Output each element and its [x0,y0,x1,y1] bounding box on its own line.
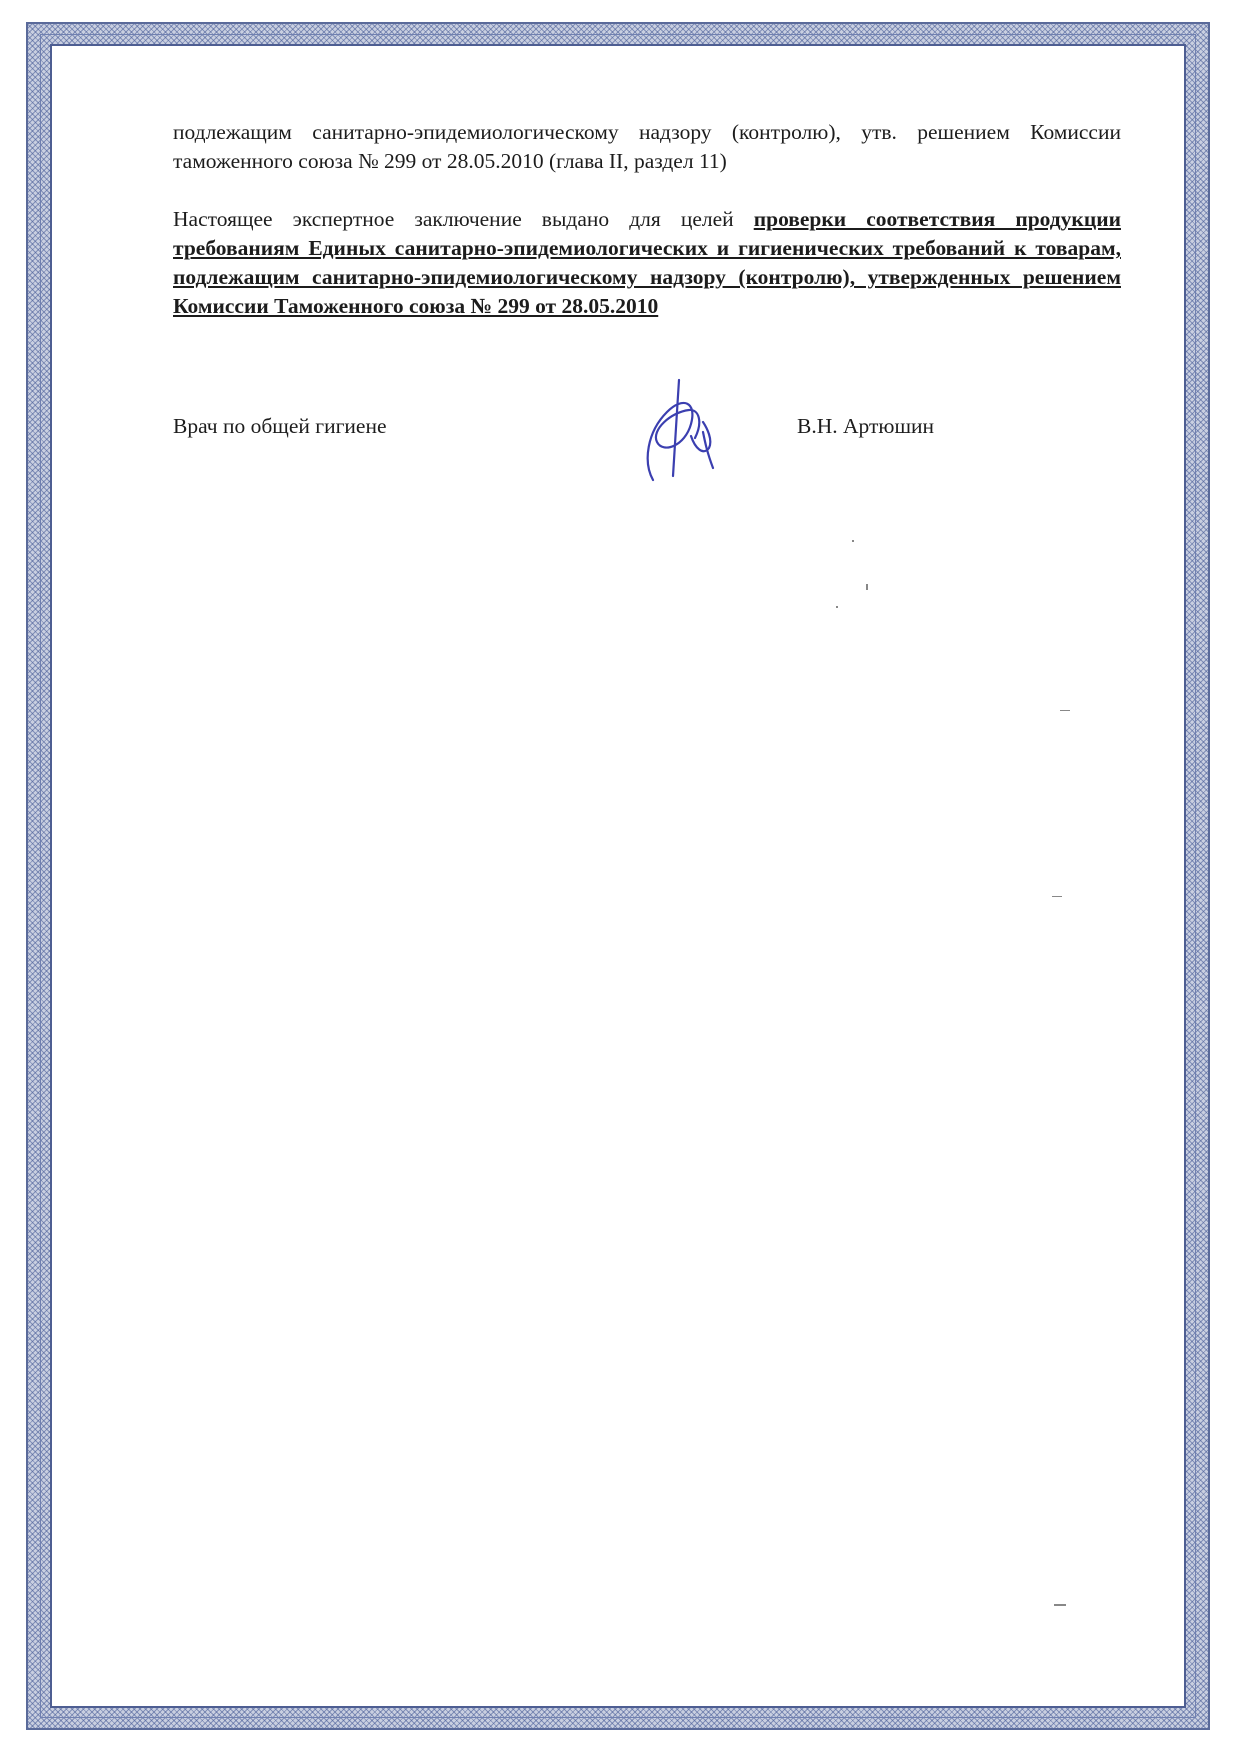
purpose-intro: Настоящее экспертное заключение выдано для целей [173,207,754,231]
signature-block [173,412,1121,492]
signatory-title: Врач по общей гигиене [173,414,387,438]
scan-speck [1052,896,1062,897]
purpose-emphasis: проверки соответствия продукции требованиям Единых санитарно-эпидемиологических и гигиенических требований к товарам, подлежащим санитарно-эпидемиологическому надзору (контролю), утвержденных решением Комиссии Таможенного союза № 299 от 28.05.2010 [173,207,1121,318]
scan-speck [1060,710,1070,711]
scan-speck [866,584,868,590]
document-body [173,118,1121,321]
scan-speck [1054,1604,1066,1606]
scan-speck [836,606,838,608]
handwritten-signature [633,372,723,482]
paragraph-purpose [173,205,1121,321]
paragraph-continuation: подлежащим санитарно-эпидемиологическому надзору (контролю), утв. решением Комиссии таможенного союза № 299 от 28.05.2010 (глава II, раздел 11) [173,120,1121,173]
scan-speck [852,540,854,542]
signatory-name: В.Н. Артюшин [797,414,935,438]
